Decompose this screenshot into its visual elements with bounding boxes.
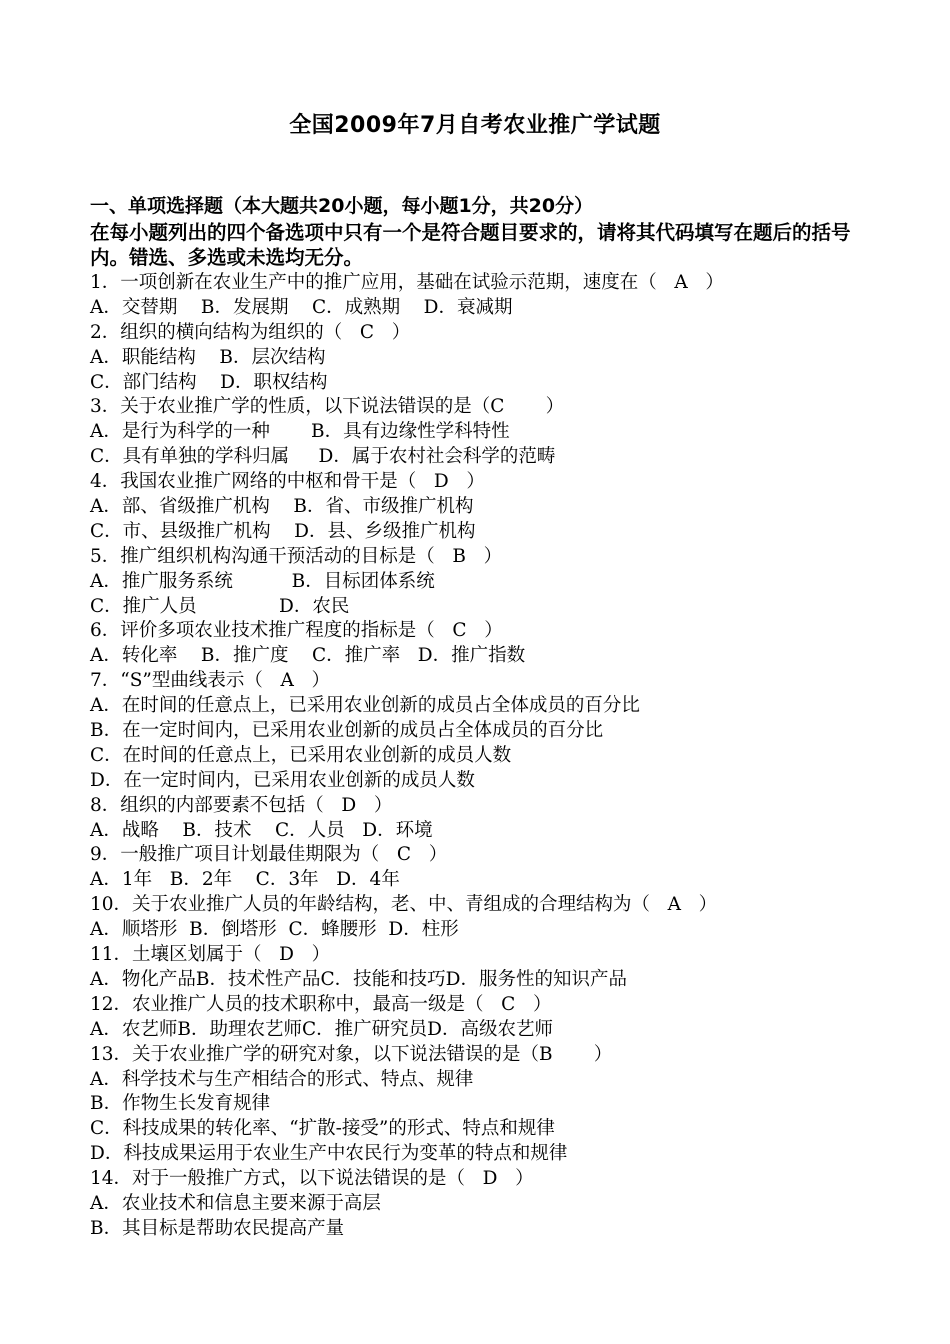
question-line: 3．关于农业推广学的性质，以下说法错误的是（C ） xyxy=(90,396,565,418)
answer-options-line: D．科技成果运用于农业生产中农民行为变革的特点和规律 xyxy=(90,1143,568,1165)
answer-options-line: A．1年 B．2年 C．3年 D．4年 xyxy=(90,869,400,891)
question-line: 13．关于农业推广学的研究对象，以下说法错误的是（B ） xyxy=(90,1043,613,1065)
document-title: 全国2009年7月自考农业推广学试题 xyxy=(289,113,661,138)
answer-options-line: B．在一定时间内，已采用农业创新的成员占全体成员的百分比 xyxy=(90,720,604,742)
question-line: 6．评价多项农业技术推广程度的指标是（ C ） xyxy=(90,620,503,642)
question-line: 11．土壤区划属于（ D ） xyxy=(90,944,331,966)
answer-options-line: C．在时间的任意点上，已采用农业创新的成员人数 xyxy=(90,744,512,766)
question-line: 2．组织的横向结构为组织的（ C ） xyxy=(90,321,411,343)
answer-options-line: B．其目标是帮助农民提高产量 xyxy=(90,1217,345,1239)
answer-options-line: C．部门结构 D．职权结构 xyxy=(90,371,328,393)
answer-options-line: A．部、省级推广机构 B．省、市级推广机构 xyxy=(90,496,474,518)
question-line: 9．一般推广项目计划最佳期限为（ C ） xyxy=(90,844,448,866)
question-line: 10．关于农业推广人员的年龄结构，老、中、青组成的合理结构为（ A ） xyxy=(90,894,718,916)
answer-options-line: A．是行为科学的一种 B．具有边缘性学科特性 xyxy=(90,421,510,443)
answer-options-line: A．战略 B．技术 C．人员 D．环境 xyxy=(90,819,433,841)
answer-options-line: C．推广人员 D．农民 xyxy=(90,595,350,617)
answer-options-line: A．农业技术和信息主要来源于高层 xyxy=(90,1192,381,1214)
answer-options-line: A．科学技术与生产相结合的形式、特点、规律 xyxy=(90,1068,474,1090)
question-line: 5．推广组织机构沟通干预活动的目标是（ B ） xyxy=(90,545,503,567)
question-line: 14．对于一般推广方式，以下说法错误的是（ D ） xyxy=(90,1168,534,1190)
answer-options-line: B．作物生长发育规律 xyxy=(90,1093,271,1115)
answer-options-line: C．具有单独的学科归属 D．属于农村社会科学的范畴 xyxy=(90,446,556,468)
answer-options-line: A．物化产品B．技术性产品C．技能和技巧D．服务性的知识产品 xyxy=(90,968,627,990)
question-list xyxy=(90,271,890,1242)
answer-options-line: C．科技成果的转化率、“扩散-接受”的形式、特点和规律 xyxy=(90,1118,555,1140)
question-line: 12．农业推广人员的技术职称中，最高一级是（ C ） xyxy=(90,993,552,1015)
section-heading: 一、单项选择题（本大题共20小题，每小题1分，共20分） xyxy=(90,195,594,217)
answer-options-line: A．职能结构 B．层次结构 xyxy=(90,346,326,368)
answer-options-line: C．市、县级推广机构 D．县、乡级推广机构 xyxy=(90,520,476,542)
answer-options-line: A．交替期 B．发展期 C．成熟期 D．衰减期 xyxy=(90,296,513,318)
answer-options-line: A．在时间的任意点上，已采用农业创新的成员占全体成员的百分比 xyxy=(90,695,640,717)
answer-options-line: A．推广服务系统 B．目标团体系统 xyxy=(90,570,435,592)
answer-options-line: A．农艺师B．助理农艺师C．推广研究员D．高级农艺师 xyxy=(90,1018,553,1040)
answer-options-line: A．转化率 B．推广度 C．推广率 D．推广指数 xyxy=(90,645,526,667)
question-line: 1．一项创新在农业生产中的推广应用，基础在试验示范期，速度在（ A ） xyxy=(90,272,724,293)
answer-options-line: A．顺塔形 B．倒塔形 C．蜂腰形 D．柱形 xyxy=(90,919,459,941)
question-line: 4．我国农业推广网络的中枢和骨干是（ D ） xyxy=(90,471,485,493)
question-line: 8．组织的内部要素不包括（ D ） xyxy=(90,794,393,816)
section-instructions: 在每小题列出的四个备选项中只有一个是符合题目要求的，请将其代码填写在题后的括号内。错选、多选或未选均无分。 xyxy=(90,221,851,269)
answer-options-line: D．在一定时间内，已采用农业创新的成员人数 xyxy=(90,769,475,791)
question-line: 7．“S”型曲线表示（ A ） xyxy=(90,670,331,692)
